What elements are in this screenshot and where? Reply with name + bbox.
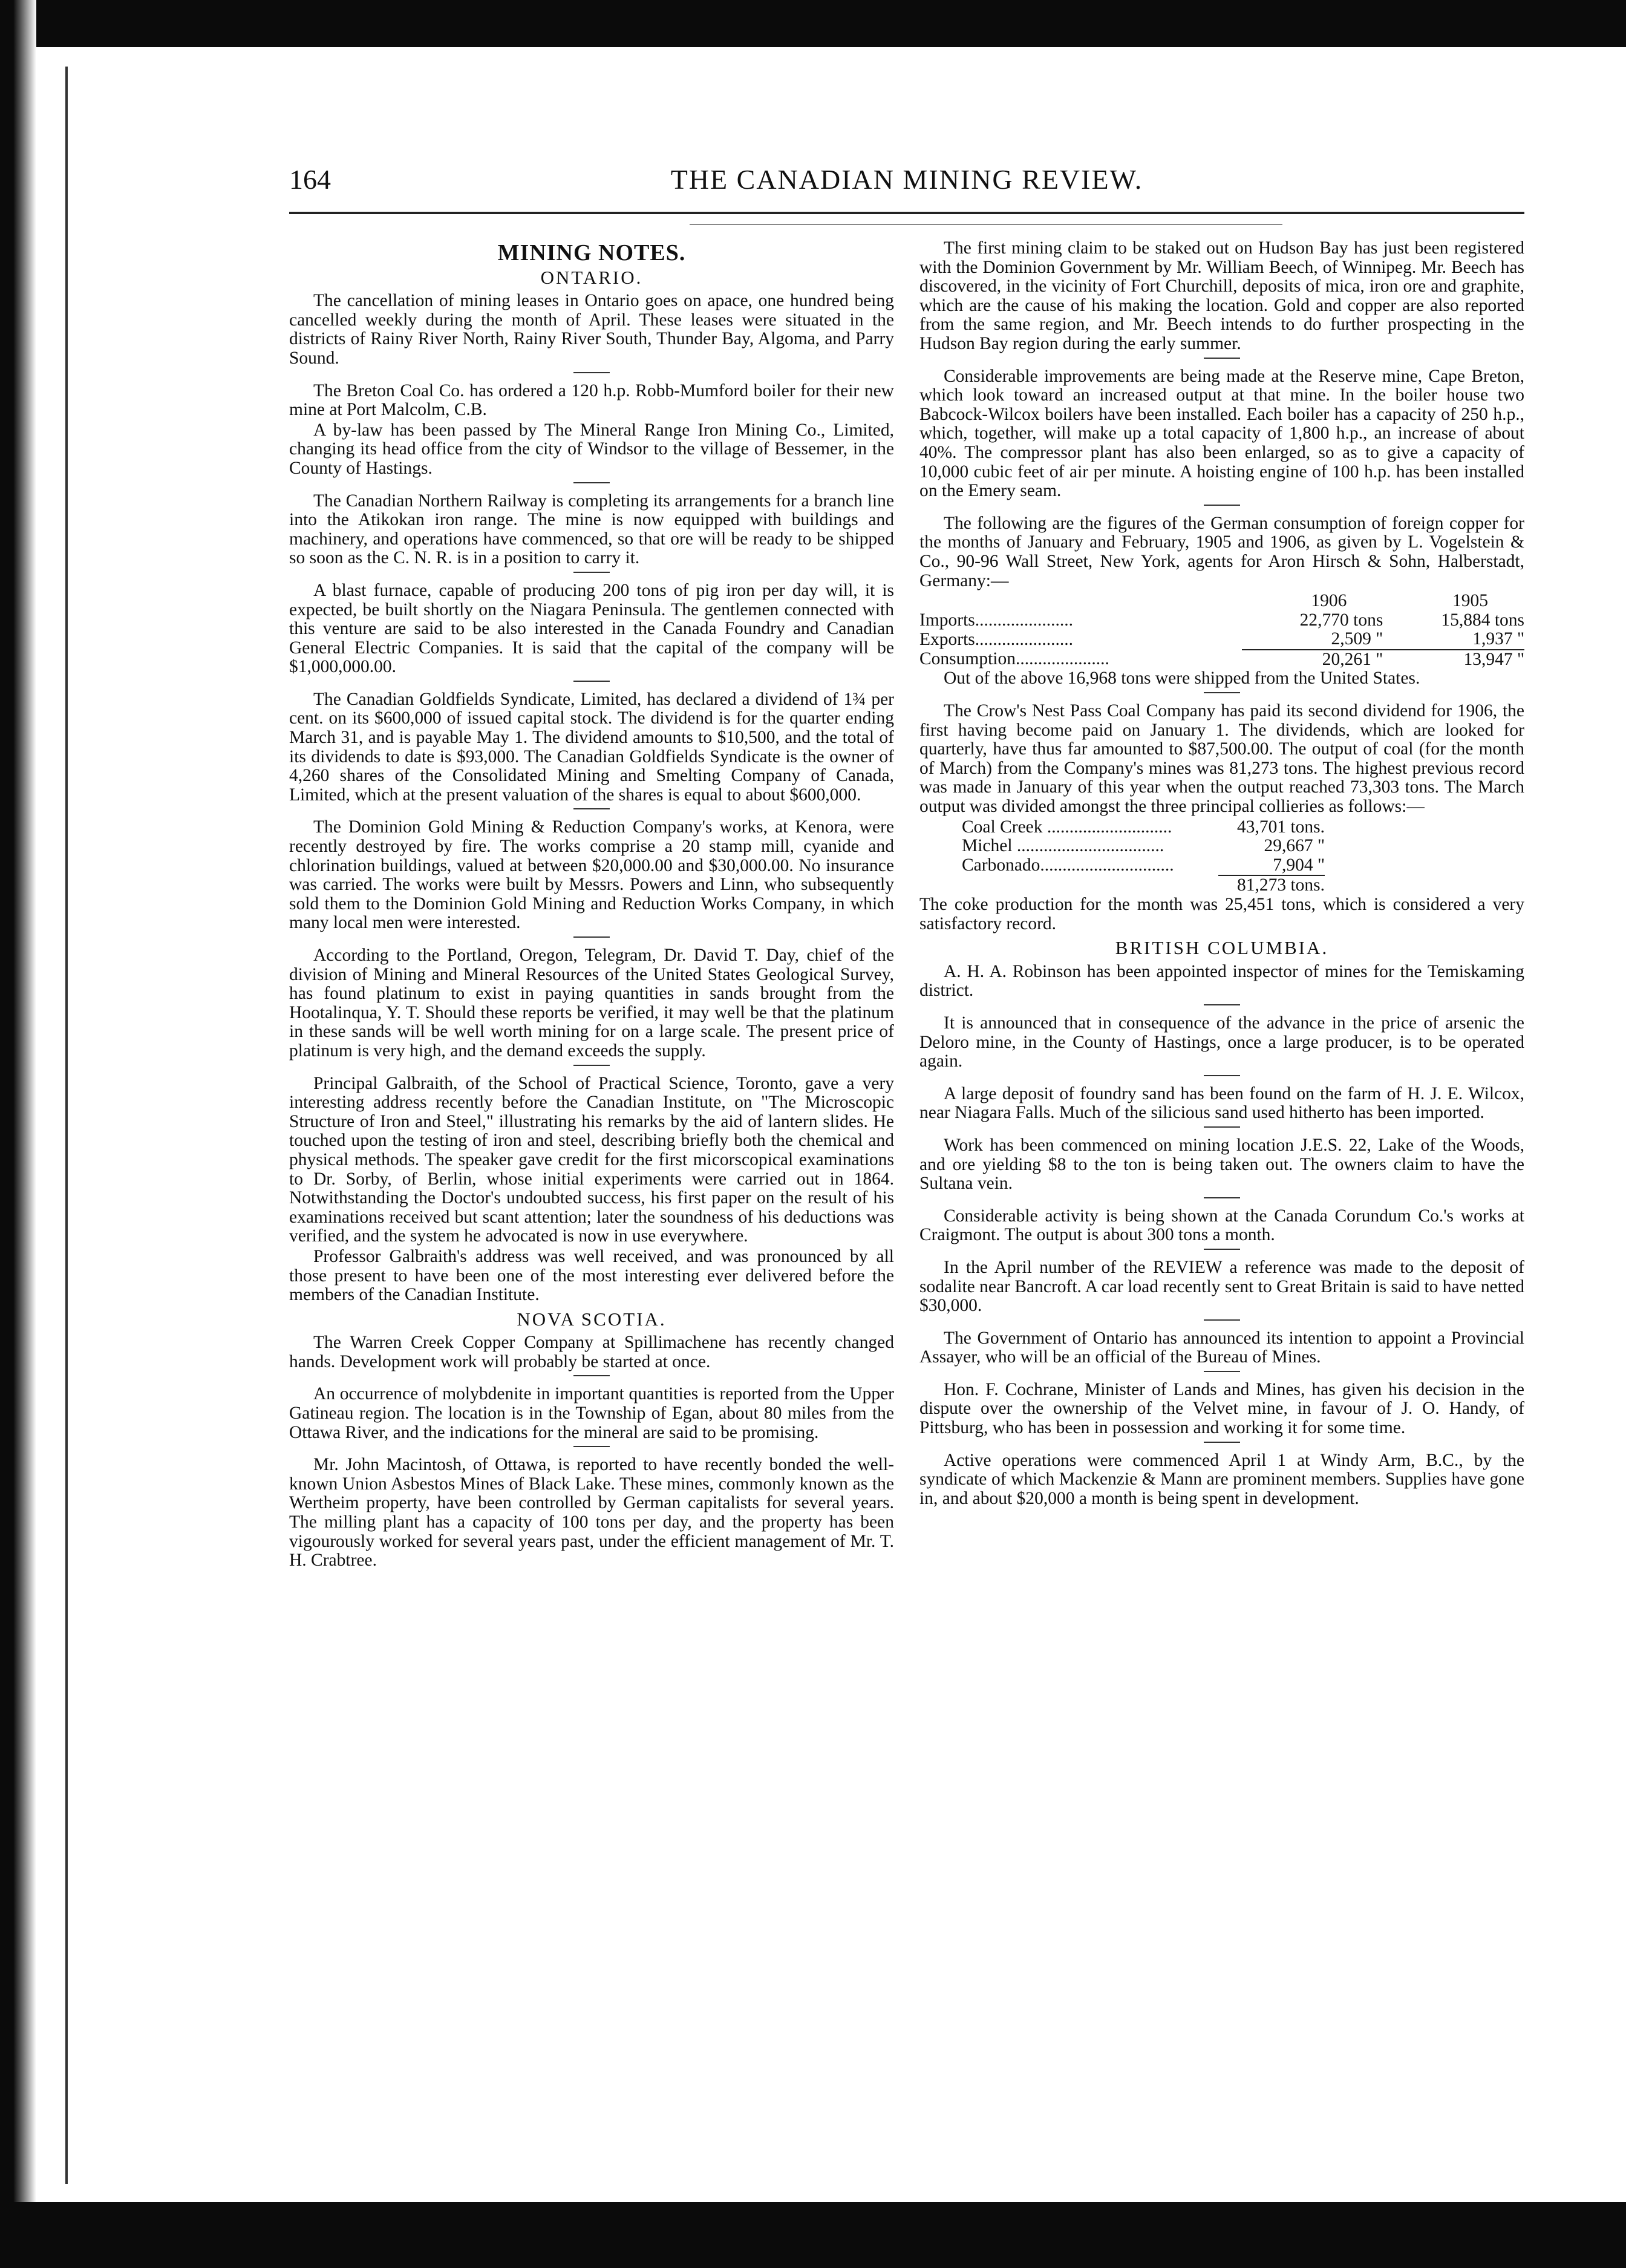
separator <box>1204 505 1240 506</box>
table-row <box>962 818 1325 837</box>
table-cell: Coal Creek ............................ <box>962 817 1172 837</box>
table-row <box>962 856 1325 876</box>
table-header-cell: 1905 <box>1452 591 1488 611</box>
paragraph: Work has been commenced on mining location J.E.S. 22, Lake of the Woods, and ore yielding $8 to the ton is being taken out. The owners claim to have the Sultana vein. <box>919 1135 1524 1194</box>
paragraph: The Crow's Nest Pass Coal Company has paid its second dividend for 1906, the first having become paid on January 1. The dividends, which are looked for quarterly, have thus far amounted to $87,500.00. The output of coal (for the month of March) from the Company's mines was 81,273 tons. The highest previous record was made in January of this year when the output reached 73,303 tons. The March output was divided amongst the three principal collieries as follows:— <box>919 701 1524 817</box>
separator <box>1204 1442 1240 1443</box>
paragraph: The Government of Ontario has announced its intention to appoint a Provincial Assayer, who will be an official of the Bureau of Mines. <box>919 1328 1524 1367</box>
header-rule <box>289 212 1524 214</box>
table-row <box>919 630 1524 650</box>
table-cell: Carbonado.............................. <box>962 855 1174 875</box>
paragraph: The first mining claim to be staked out on Hudson Bay has just been registered with the Dominion Government by Mr. William Beech, of Winnipeg. Mr. Beech has discovered, in the vicinity of Fort Churchill, deposits of mica, iron ore and graphite, which are the cause of his making the location. Gold and copper are also reported from the same region, and Mr. Beech intends to do further prospecting in the Hudson Bay region during the early summer. <box>919 238 1524 353</box>
separator <box>573 572 610 573</box>
separator <box>573 482 610 483</box>
separator <box>1204 1075 1240 1076</box>
running-title: THE CANADIAN MINING REVIEW. <box>670 164 1143 195</box>
separator <box>573 681 610 682</box>
table-header-cell: 1906 <box>1311 591 1347 611</box>
separator <box>1204 1249 1240 1250</box>
paragraph: A large deposit of foundry sand has been found on the farm of H. J. E. Wilcox, near Niagara Falls. Much of the silicious sand used hitherto has been imported. <box>919 1083 1524 1123</box>
separator <box>573 372 610 373</box>
table-header-row <box>919 592 1524 611</box>
paragraph: Mr. John Macintosh, of Ottawa, is reported to have recently bonded the well-known Union Asbestos Mines of Black Lake. These mines, commonly known as the Wertheim property, have been controlled by German capitalists for several years. The milling plant has a capacity of 100 tons per day, and the property has been vigourously worked for several years past, under the efficient management of Mr. T. H. Crabtree. <box>289 1455 894 1570</box>
paragraph: A. H. A. Robinson has been appointed inspector of mines for the Temiskaming district. <box>919 961 1524 1001</box>
table-cell: 13,947 " <box>1463 649 1524 669</box>
separator <box>1204 1126 1240 1128</box>
scan-top-border <box>0 0 1626 47</box>
table-cell: 29,667 " <box>1264 836 1325 856</box>
paragraph: The Canadian Northern Railway is completing its arrangements for a branch line into the Atikokan iron range. The mine is now equipped with buildings and machinery, and operations have commenced, so that ore will be ready to be shipped so soon as the C. N. R. is in a position to carry it. <box>289 491 894 568</box>
scan-bottom-border <box>0 2202 1626 2268</box>
paragraph: Out of the above 16,968 tons were shipped from the United States. <box>944 668 1420 688</box>
separator <box>1204 1371 1240 1372</box>
separator <box>573 1375 610 1376</box>
table-row <box>919 611 1524 630</box>
paragraph: The Warren Creek Copper Company at Spillimachene has recently changed hands. Development work will probably be started at once. <box>289 1333 894 1371</box>
header-rule-thin <box>690 224 1282 225</box>
section-title: MINING NOTES. <box>497 240 686 266</box>
table-total-row <box>962 875 1325 895</box>
table-cell: 15,884 tons <box>1441 610 1524 630</box>
paragraph: In the April number of the REVIEW a reference was made to the deposit of sodalite near Bancroft. A car load recently sent to Great Britain is said to have netted $30,000. <box>919 1257 1524 1316</box>
table-cell: 20,261 " <box>1322 649 1383 669</box>
subsection-title-ontario: ONTARIO. <box>540 266 643 288</box>
paragraph: Active operations were commenced April 1 at Windy Arm, B.C., by the syndicate of which Mackenzie & Mann are prominent members. Supplies have gone in, and about $20,000 a month is being spent in development. <box>919 1450 1524 1508</box>
paragraph: Principal Galbraith, of the School of Practical Science, Toronto, gave a very interesting address recently before the Canadian Institute, on "The Microscopic Structure of Iron and Steel," illustrating his remarks by the aid of lantern slides. He touched upon the testing of iron and steel, describing briefly both the chemical and physical methods. The speaker gave credit for the first micorscopical examinations to Dr. Sorby, of Berlin, whose initial experiments were carried out in 1864. Notwithstanding the Doctor's undoubted success, his first paper on the result of his examinations received but scant attention; later the soundness of his deductions was verified, and the system he advocated is now in use everywhere. <box>289 1073 894 1246</box>
separator <box>1204 1197 1240 1198</box>
paragraph: According to the Portland, Oregon, Telegram, Dr. David T. Day, chief of the division of Mining and Mineral Resources of the United States Geological Survey, has found platinum to exist in paying quantities in sands brought from the Hootalinqua, Y. T. Should these reports be verified, it may well be that the platinum in these sands will be well worth mining for on a large scale. The present price of platinum is very high, and the demand exceeds the supply. <box>289 946 894 1060</box>
subsection-title-nova-scotia: NOVA SCOTIA. <box>517 1308 667 1330</box>
page-number: 164 <box>289 164 331 195</box>
table-cell: 22,770 tons <box>1299 610 1383 630</box>
separator <box>1204 1004 1240 1005</box>
paragraph: The coke production for the month was 25,451 tons, which is considered a very satisfactory record. <box>919 895 1524 933</box>
table-cell: 7,904 " <box>1218 856 1325 876</box>
table-cell: 43,701 tons. <box>1236 817 1325 837</box>
page-header <box>289 163 1524 200</box>
table-cell: 2,509 " <box>1242 630 1383 650</box>
table-cell: Imports...................... <box>919 610 1074 630</box>
table-cell: Michel ................................. <box>962 836 1164 856</box>
paragraph: Considerable improvements are being made at the Reserve mine, Cape Breton, which look toward an increased output at that mine. In the boiler house two Babcock-Wilcox boilers have been installed. Each boiler has a capacity of 250 h.p., which, together, will make up a total capacity of 1,800 h.p., an increase of about 40%. The compressor plant has also been enlarged, so as to give a capacity of 10,000 cubic feet of air per minute. A hoisting engine of 100 h.p. has been installed on the Emery seam. <box>919 366 1524 501</box>
paragraph: A blast furnace, capable of producing 200 tons of pig iron per day will, it is expected, be built shortly on the Niagara Peninsula. The gentlemen connected with this venture are said to be also interested in the Canada Foundry and Canadian General Electric Companies. It is said that the capital of the company will be $1,000,000.00. <box>289 580 894 677</box>
table-cell: Consumption..................... <box>919 649 1109 669</box>
scan-left-border <box>0 0 36 2268</box>
copper-consumption-table <box>919 592 1524 669</box>
paragraph: An occurrence of molybdenite in important quantities is reported from the Upper Gatineau region. The location is in the Township of Egan, about 80 miles from the Ottawa River, and the indications for the mineral are said to be promising. <box>289 1384 894 1442</box>
separator <box>573 1065 610 1066</box>
separator <box>1204 358 1240 359</box>
table-total-row <box>919 650 1524 670</box>
paragraph: The Canadian Goldfields Syndicate, Limited, has declared a dividend of 1¾ per cent. on its $600,000 of issued capital stock. The dividend is for the quarter ending March 31, and is payable May 1. The dividend amounts to $10,500, and the total of its dividends to date is $93,000. The Canadian Goldfields Syndicate is the owner of 4,260 shares of the Consolidated Mining and Smelting Company of Canada, Limited, which at the present valuation of the shares is equal to about $600,000. <box>289 689 894 805</box>
scan-left-line <box>65 67 68 2184</box>
separator <box>1204 692 1240 693</box>
paragraph: Professor Galbraith's address was well received, and was pronounced by all those present to have been one of the most interesting ever delivered before the members of the Canadian Institute. <box>289 1246 894 1305</box>
table-cell: 1,937 " <box>1383 630 1524 650</box>
left-column <box>289 239 894 1572</box>
table-cell: 81,273 tons. <box>1236 875 1325 895</box>
paragraph: Hon. F. Cochrane, Minister of Lands and Mines, has given his decision in the dispute over the ownership of the Velvet mine, in favour of J. O. Handy, of Pittsburg, who has been in possession and working it for some time. <box>919 1379 1524 1438</box>
separator <box>573 808 610 809</box>
table-cell: Exports...................... <box>919 629 1074 649</box>
separator <box>573 1446 610 1447</box>
paragraph: The Breton Coal Co. has ordered a 120 h.p. Robb-Mumford boiler for their new mine at Port Malcolm, C.B. <box>289 381 894 420</box>
paragraph: The following are the figures of the German consumption of foreign copper for the months of January and February, 1905 and 1906, as given by L. Vogelstein & Co., 90-96 Wall Street, New York, agents for Aron Hirsch & Sohn, Halberstadt, Germany:— <box>919 513 1524 590</box>
right-column <box>919 239 1524 1509</box>
paragraph: It is announced that in consequence of the advance in the price of arsenic the Deloro mine, in the County of Hastings, once a large producer, is to be operated again. <box>919 1013 1524 1071</box>
colliery-output-table <box>962 818 1325 895</box>
separator <box>573 936 610 938</box>
separator <box>1204 1319 1240 1321</box>
paragraph: A by-law has been passed by The Mineral Range Iron Mining Co., Limited, changing its head office from the city of Windsor to the village of Bessemer, in the County of Hastings. <box>289 420 894 478</box>
paragraph: The cancellation of mining leases in Ontario goes on apace, one hundred being cancelled weekly during the month of April. These leases were situated in the districts of Rainy River North, Rainy River South, Thunder Bay, Algoma, and Parry Sound. <box>289 291 894 368</box>
paragraph: Considerable activity is being shown at the Canada Corundum Co.'s works at Craigmont. The output is about 300 tons a month. <box>919 1206 1524 1245</box>
table-row <box>962 837 1325 856</box>
paragraph: The Dominion Gold Mining & Reduction Company's works, at Kenora, were recently destroyed by fire. The works comprise a 20 stamp mill, cyanide and chlorination buildings, valued at between $20,000.00 and $30,000.00. No insurance was carried. The works were built by Messrs. Powers and Linn, who subsequently sold them to the Dominion Gold Mining and Reduction Works Company, in which many local men were interested. <box>289 817 894 933</box>
subsection-title-british-columbia: BRITISH COLUMBIA. <box>1115 937 1329 959</box>
